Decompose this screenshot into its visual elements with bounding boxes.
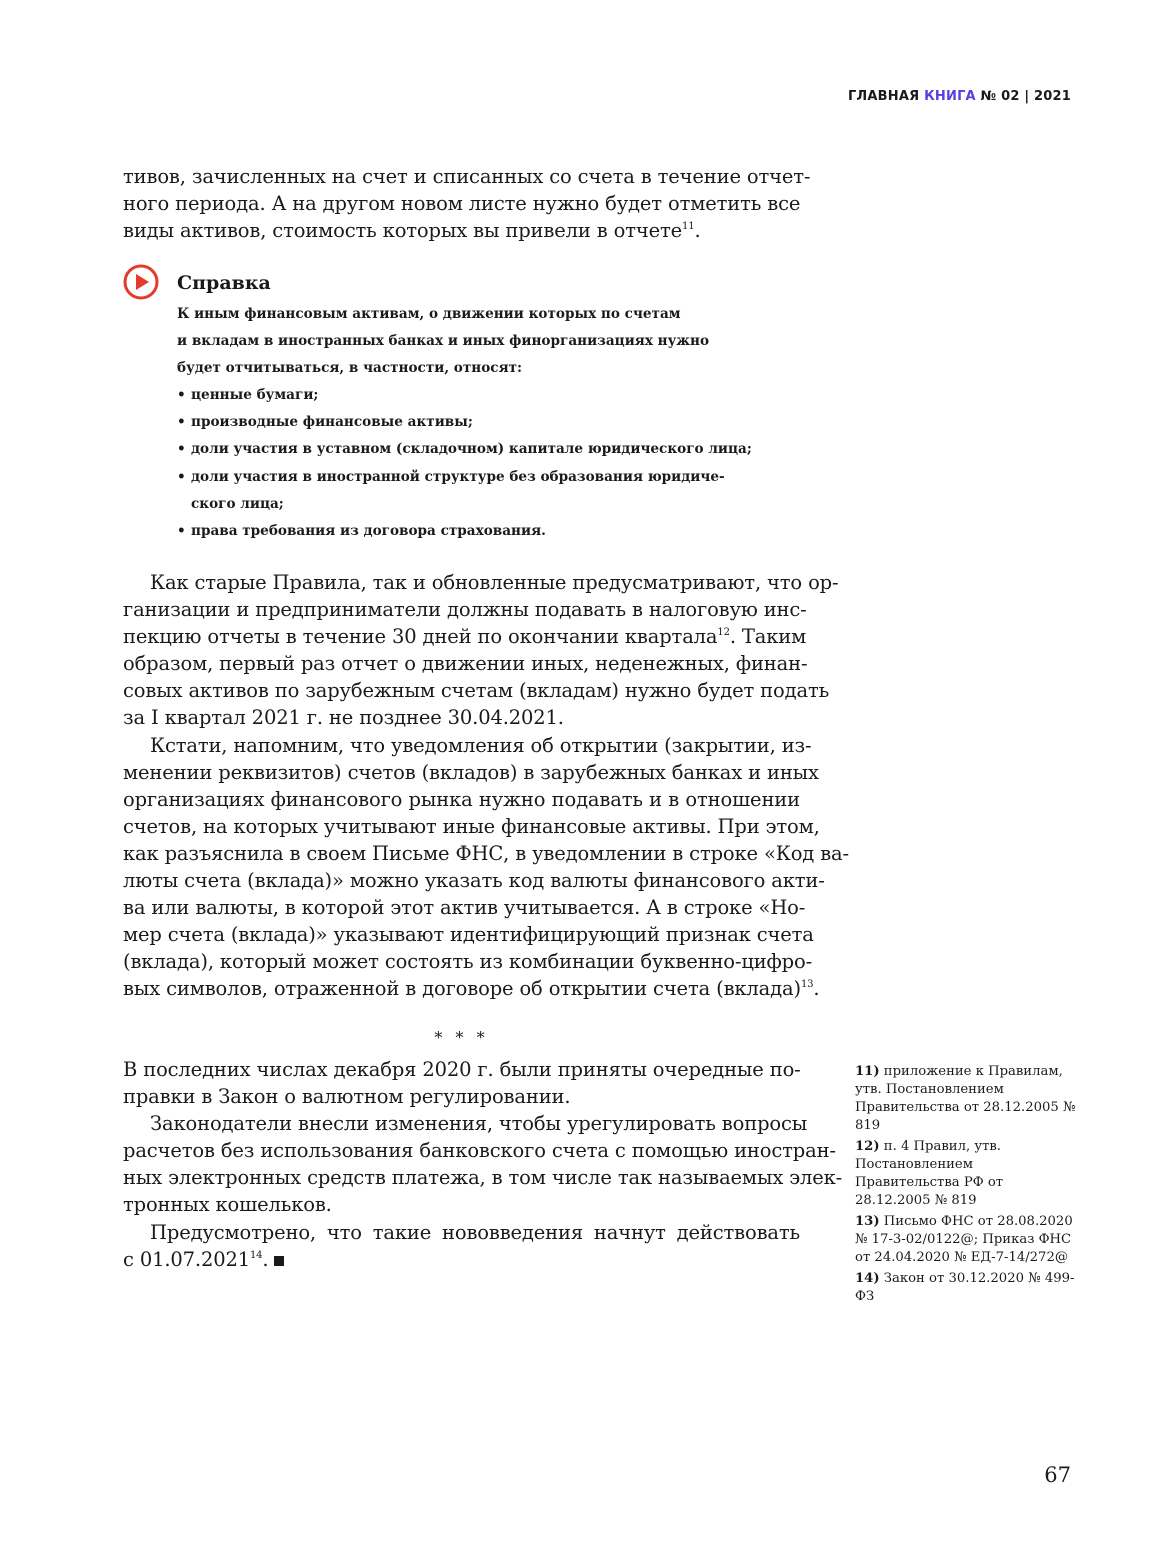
text-line: тивов, зачисленных на счет и списанных со счета в течение отчет- xyxy=(123,165,811,188)
text-line: В последних числах декабря 2020 г. были приняты очередные по- xyxy=(123,1058,801,1081)
footnote-text: приложение к Правилам, утв. Постановлением Правительства от 28.12.2005 № 819 xyxy=(855,1064,1076,1133)
running-header xyxy=(848,89,1071,104)
footnote-text: п. 4 Правил, утв. Постановлением Правительства РФ от 28.12.2005 № 819 xyxy=(855,1139,1004,1208)
text-line: ганизации и предприниматели должны подавать в налоговую инс- xyxy=(123,598,807,622)
play-icon xyxy=(123,264,159,300)
issue-number: № 02 | 2021 xyxy=(980,89,1071,104)
footnote-ref[interactable]: 12 xyxy=(717,627,730,639)
text-line: ва или валюты, в которой этот актив учитывается. А в строке «Но- xyxy=(123,896,806,920)
footnote-number: 11) xyxy=(855,1064,880,1079)
text-line: Как старые Правила, так и обновленные предусматривают, что ор- xyxy=(150,571,839,594)
text-line: менении реквизитов) счетов (вкладов) в зарубежных банках и иных xyxy=(123,760,819,784)
intro-paragraph xyxy=(123,163,811,244)
bullet-item-continuation: ского лица; xyxy=(191,495,284,512)
magazine-name-accent: КНИГА xyxy=(924,89,976,104)
text-line: с 01.07.2021$^{14}$. xyxy=(123,1246,800,1273)
reference-body xyxy=(177,301,807,545)
text: . Таким xyxy=(729,625,807,649)
footnote-ref[interactable]: 13 xyxy=(800,979,814,991)
text-line xyxy=(123,623,807,650)
text-line: совых активов по зарубежным счетам (вкладам) нужно будет подать xyxy=(123,679,830,703)
text-line: правки в Закон о валютном регулировании. xyxy=(123,1085,571,1109)
text-line: счетов, на которых учитывают иные финансовые активы. При этом, xyxy=(123,814,820,838)
text-line: вых символов, отраженной в договоре об открытии счета (вклада)$^{13}$. xyxy=(123,977,820,1001)
paragraph-3 xyxy=(123,1056,843,1273)
text-line: К иным финансовым активам, о движении которых по счетам xyxy=(177,306,681,322)
text-line: расчетов без использования банковского счета с помощью иностран- xyxy=(123,1139,836,1163)
reference-title: Справка xyxy=(177,272,271,294)
text-line: Кстати, напомним, что уведомления об открытии (закрытии, из- xyxy=(150,733,812,757)
text: пекцию отчеты в течение 30 дней по окончании квартала xyxy=(123,625,718,649)
section-separator: * * * xyxy=(434,1028,489,1047)
text-line: за I квартал 2021 г. не позднее 30.04.2021. xyxy=(123,706,564,730)
footnote xyxy=(855,1138,1080,1210)
footnote-number: 14) xyxy=(855,1271,880,1286)
bullet-item: • производные финансовые активы; xyxy=(177,409,807,436)
text-line: (вклада), который может состоять из комбинации буквенно-цифро- xyxy=(123,950,813,974)
footnote xyxy=(855,1213,1080,1267)
bullet-item: • права требования из договора страхования. xyxy=(177,518,807,545)
bullet-item: • ценные бумаги; xyxy=(177,382,807,409)
footnote-number: 12) xyxy=(855,1139,880,1154)
magazine-name: ГЛАВНАЯ xyxy=(847,89,920,104)
bullet-item: • доли участия в уставном (складочном) капитале юридического лица; xyxy=(177,436,807,463)
text-line: тронных кошельков. xyxy=(123,1193,332,1217)
page-number: 67 xyxy=(1044,1463,1071,1487)
text-line: виды активов, стоимость которых вы привели в отчете$^{11}$. xyxy=(123,219,701,243)
text: вых символов, отраженной в договоре об открытии счета (вклада) xyxy=(123,977,801,1001)
paragraph-1 xyxy=(123,569,849,1003)
text-line: люты счета (вклада)» можно указать код валюты финансового акти- xyxy=(123,869,825,893)
bullet-item: • доли участия в иностранной структуре без образования юридиче- xyxy=(177,464,807,491)
text-line: ных электронных средств платежа, в том числе так называемых элек- xyxy=(123,1166,843,1190)
text-line: организациях финансового рынка нужно подавать и в отношении xyxy=(123,787,800,811)
footnote-number: 13) xyxy=(855,1214,880,1229)
footnotes xyxy=(855,1063,1080,1309)
text: виды активов, стоимость которых вы привели в отчете xyxy=(123,219,683,243)
text-line: будет отчитываться, в частности, относят: xyxy=(177,360,523,377)
text-line: как разъяснила в своем Письме ФНС, в уведомлении в строке «Код ва- xyxy=(123,841,849,865)
footnote-text: Закон от 30.12.2020 № 499-ФЗ xyxy=(855,1271,1075,1304)
text-line: Предусмотрено, что такие нововведения начнут действовать xyxy=(150,1220,800,1244)
text: с 01.07.2021 xyxy=(123,1247,250,1271)
footnote-text: Письмо ФНС от 28.08.2020 № 17-3-02/0122@; Приказ ФНС от 24.04.2020 № ЕД-7-14/272@ xyxy=(855,1214,1073,1265)
footnote xyxy=(855,1270,1080,1306)
text-line: и вкладам в иностранных банках и иных финорганизациях нужно xyxy=(177,333,710,350)
text-line: Законодатели внесли изменения, чтобы урегулировать вопросы xyxy=(150,1112,808,1136)
end-mark-icon xyxy=(274,1256,284,1266)
text-line: образом, первый раз отчет о движении иных, неденежных, финан- xyxy=(123,652,808,676)
footnote-ref[interactable]: 14 xyxy=(249,1249,263,1261)
footnote-ref[interactable]: 11 xyxy=(682,221,695,233)
text-line: ного периода. А на другом новом листе нужно будет отметить все xyxy=(123,192,801,216)
text-line: мер счета (вклада)» указывают идентифицирующий признак счета xyxy=(123,923,814,947)
footnote xyxy=(855,1063,1080,1135)
